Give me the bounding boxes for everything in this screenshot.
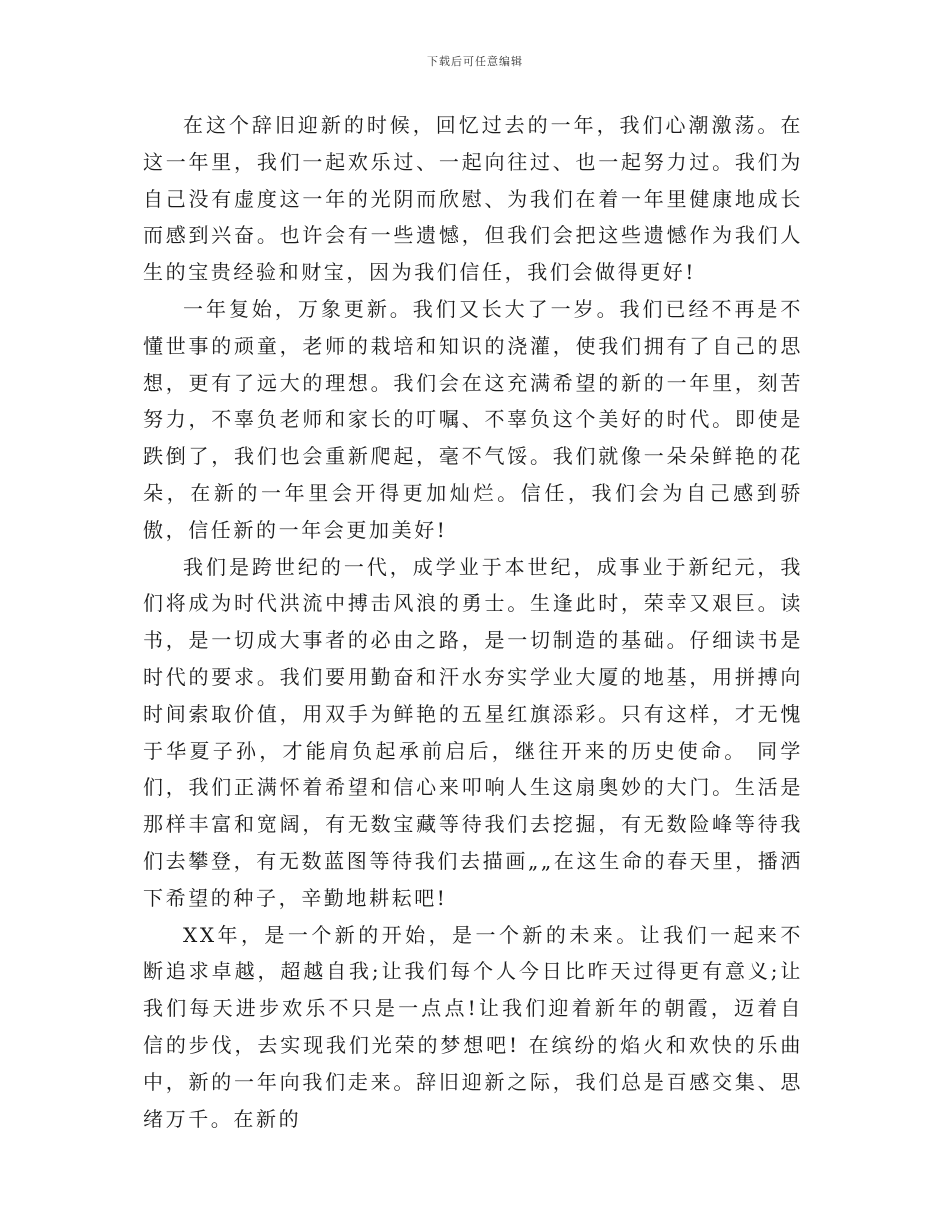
paragraph: 一年复始，万象更新。我们又长大了一岁。我们已经不再是不懂世事的顽童，老师的栽培和知识的浇灌，使我们拥有了自己的思想，更有了远大的理想。我们会在这充满希望的新的一年里，刻苦努力，不辜负老师和家长的叮嘱、不辜负这个美好的时代。即使是跌倒了，我们也会重新爬起，毫不气馁。我们就像一朵朵鲜艳的花朵，在新的一年里会开得更加灿烂。信任，我们会为自己感到骄傲，信任新的一年会更加美好! [143, 296, 803, 542]
paragraph: 在这个辞旧迎新的时候，回忆过去的一年，我们心潮激荡。在这一年里，我们一起欢乐过、一起向往过、也一起努力过。我们为自己没有虚度这一年的光阴而欣慰、为我们在着一年里健康地成长而感到兴奋。也许会有一些遗憾，但我们会把这些遗憾作为我们人生的宝贵经验和财宝，因为我们信任，我们会做得更好! [143, 113, 803, 285]
header-note: 下载后可任意编辑 [427, 55, 523, 68]
paragraph: XX年，是一个新的开始，是一个新的未来。让我们一起来不断追求卓越，超越自我;让我们每个人今日比昨天过得更有意义;让我们每天进步欢乐不只是一点点!让我们迎着新年的朝霞，迈着自信的步伐，去实现我们光荣的梦想吧! 在缤纷的焰火和欢快的乐曲中，新的一年向我们走来。辞旧迎新之际，我们总是百感交集、思绪万千。在新的 [143, 922, 803, 1131]
paragraph: 我们是跨世纪的一代，成学业于本世纪，成事业于新纪元，我们将成为时代洪流中搏击风浪的勇士。生逢此时，荣幸又艰巨。读书，是一切成大事者的必由之路，是一切制造的基础。仔细读书是时代的要求。我们要用勤奋和汗水夯实学业大厦的地基，用拼搏向时间索取价值，用双手为鲜艳的五星红旗添彩。只有这样，才无愧于华夏子孙，才能肩负起承前启后，继往开来的历史使命。 同学们，我们正满怀着希望和信心来叩响人生这扇奥妙的大门。生活是那样丰富和宽阔，有无数宝藏等待我们去挖掘，有无数险峰等待我们去攀登，有无数蓝图等待我们去描画„„在这生命的春天里，播洒下希望的种子，辛勤地耕耘吧! [143, 554, 803, 910]
document-body [143, 107, 803, 1137]
